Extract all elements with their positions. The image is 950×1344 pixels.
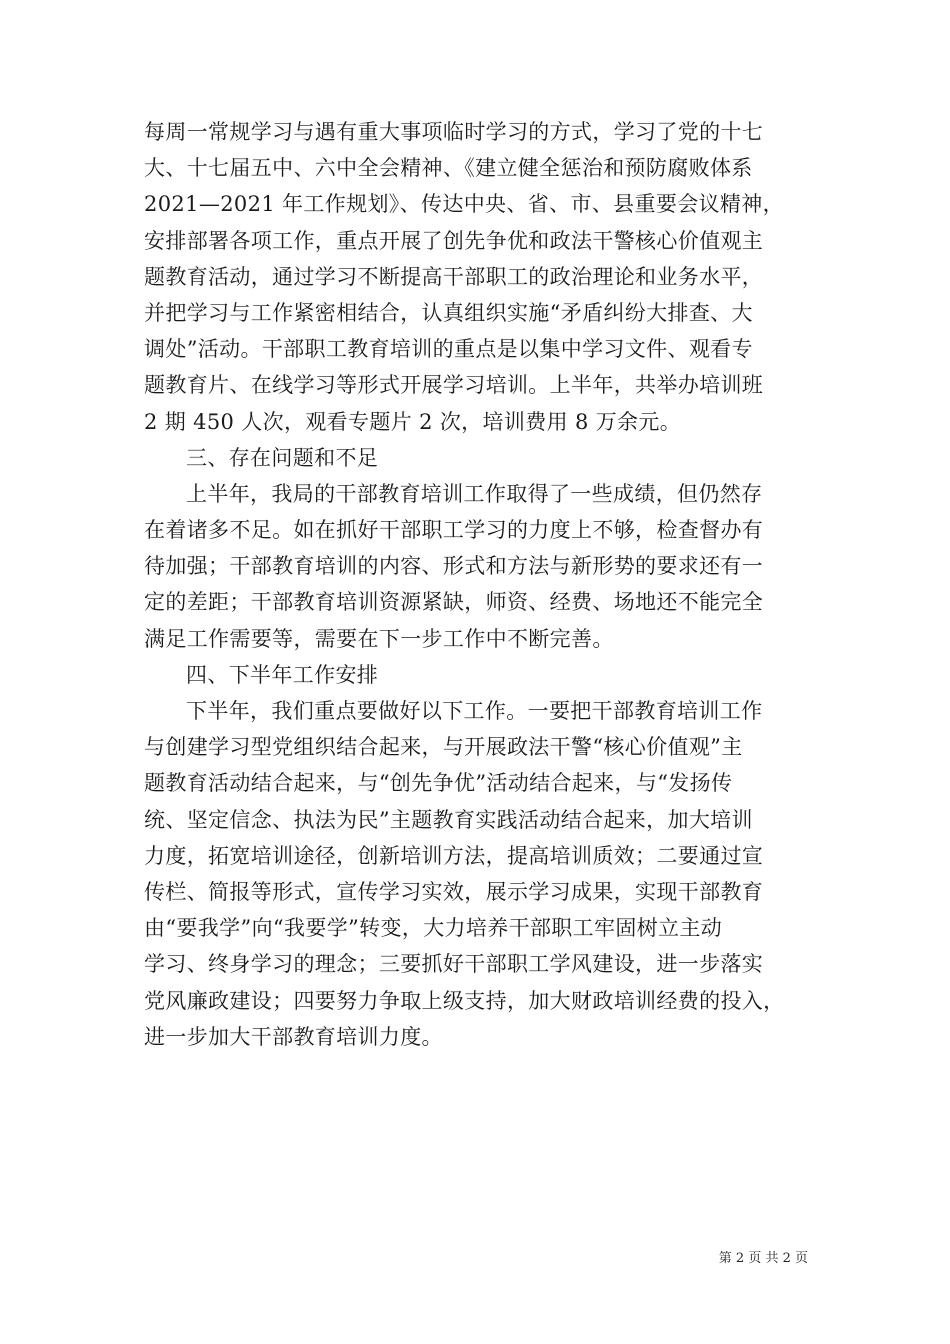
section-heading-plans: 四、下半年工作安排 [186,662,379,687]
body-line: 2021—2021 年工作规划》、传达中央、省、市、县重要会议精神， [144,192,784,217]
body-line: 力度，拓宽培训途径，创新培训方法，提高培训质效；二要通过宣 [144,843,764,868]
body-line: 统、坚定信念、执法为民”主题教育实践活动结合起来，加大培训 [144,807,753,832]
body-line: 在着诸多不足。如在抓好干部职工学习的力度上不够，检查督办有 [144,518,764,543]
section-heading-problems: 三、存在问题和不足 [186,445,379,470]
body-line: 党风廉政建设；四要努力争取上级支持，加大财政培训经费的投入， [144,988,785,1013]
body-line: 大、十七届五中、六中全会精神、《建立健全惩治和预防腐败体系 [144,156,753,181]
page-number-footer: 第 2 页 共 2 页 [718,1251,808,1266]
body-line: 进一步加大干部教育培训力度。 [144,1024,443,1049]
body-line: 待加强；干部教育培训的内容、形式和方法与新形势的要求还有一 [144,554,764,579]
body-line: 每周一常规学习与遇有重大事项临时学习的方式，学习了党的十七 [144,120,764,144]
body-line: 下半年，我们重点要做好以下工作。一要把干部教育培训工作 [186,699,763,723]
document-body [144,114,808,1055]
body-line: 2 期 450 人次，观看专题片 2 次，培训费用 8 万余元。 [144,409,682,434]
body-line: 题教育活动，通过学习不断提高干部职工的政治理论和业务水平， [144,264,764,289]
body-line: 题教育活动结合起来，与“创先争优”活动结合起来，与“发扬传 [144,771,733,796]
body-line: 安排部署各项工作，重点开展了创先争优和政法干警核心价值观主 [144,228,764,253]
body-line: 调处”活动。干部职工教育培训的重点是以集中学习文件、观看专 [144,337,753,362]
body-line: 定的差距；干部教育培训资源紧缺，师资、经费、场地还不能完全 [144,590,764,615]
body-line: 传栏、简报等形式，宣传学习实效，展示学习成果，实现干部教育 [144,879,764,904]
body-line: 题教育片、在线学习等形式开展学习培训。上半年，共举办培训班 [144,373,764,398]
body-line: 并把学习与工作紧密相结合，认真组织实施“矛盾纠纷大排查、大 [144,300,753,325]
body-line: 学习、终身学习的理念；三要抓好干部职工学风建设，进一步落实 [144,952,764,977]
body-line: 由“要我学”向“我要学”转变，大力培养干部职工牢固树立主动 [144,916,723,941]
body-line: 满足工作需要等，需要在下一步工作中不断完善。 [144,626,614,651]
body-line: 与创建学习型党组织结合起来，与开展政法干警“核心价值观”主 [144,735,743,760]
body-line: 上半年，我局的干部教育培训工作取得了一些成绩，但仍然存 [186,481,763,506]
